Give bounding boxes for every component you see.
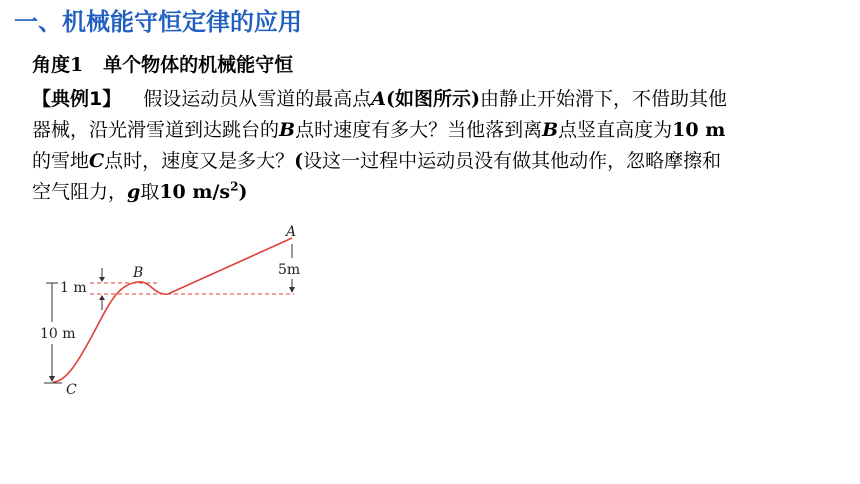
text-segment: (如图所示) bbox=[386, 88, 480, 110]
arrowhead-1m-top bbox=[99, 277, 105, 282]
gravity-value bbox=[159, 181, 238, 203]
text-segment: ) bbox=[238, 181, 248, 203]
label-point-b: B bbox=[133, 265, 144, 281]
text-segment: 点竖直高度为 bbox=[558, 119, 673, 141]
point-b-ref: B bbox=[279, 119, 296, 141]
text-segment: 假设运动员从雪道的最高点 bbox=[143, 88, 372, 110]
angle-text: 单个物体的机械能守恒 bbox=[103, 54, 294, 76]
angle-heading bbox=[32, 51, 293, 79]
text-segment: 点时速度有多大？当他落到离 bbox=[295, 119, 543, 141]
point-a-ref: A bbox=[371, 88, 386, 110]
problem-line-3 bbox=[32, 146, 832, 177]
label-5m: 5m bbox=[278, 262, 301, 278]
example-label: 【典例1】 bbox=[32, 88, 122, 110]
slope-curve bbox=[53, 238, 292, 382]
arrowhead-5m-bottom bbox=[289, 287, 295, 293]
problem-line-2 bbox=[32, 115, 832, 146]
text-segment: 空气阻力， bbox=[32, 181, 128, 203]
section-title: 一、机械能守恒定律的应用 bbox=[14, 8, 302, 36]
label-point-a: A bbox=[286, 224, 297, 240]
height-value: 10 m bbox=[672, 119, 726, 141]
problem-line-4 bbox=[32, 177, 832, 208]
text-segment: 由静止开始滑下，不借助其他 bbox=[479, 88, 727, 110]
point-b-ref: B bbox=[542, 119, 559, 141]
text-segment: ( bbox=[294, 150, 304, 172]
text-segment: 器械，沿光滑雪道到达跳台的 bbox=[32, 119, 280, 141]
arrowhead-1m-bottom bbox=[99, 295, 105, 300]
gravity-exponent: 2 bbox=[230, 179, 239, 194]
angle-label: 角度1 bbox=[32, 54, 84, 76]
label-10m: 10 m bbox=[40, 326, 76, 342]
point-c-ref: C bbox=[89, 150, 105, 172]
label-1m: 1 m bbox=[60, 280, 87, 296]
text-segment: 的雪地 bbox=[32, 150, 90, 172]
text-segment: 取 bbox=[140, 181, 160, 203]
ski-slope-diagram bbox=[38, 222, 310, 402]
example-problem bbox=[32, 84, 832, 208]
gravity-symbol: g bbox=[127, 181, 141, 203]
gravity-value-text: 10 m/s bbox=[159, 181, 231, 203]
text-segment: 设这一过程中运动员没有做其他动作，忽略摩擦和 bbox=[303, 150, 722, 172]
problem-line-1 bbox=[32, 84, 832, 115]
label-point-c: C bbox=[66, 382, 77, 398]
arrowhead-10m-bottom bbox=[49, 376, 55, 382]
text-segment: 点时，速度又是多大？ bbox=[104, 150, 295, 172]
